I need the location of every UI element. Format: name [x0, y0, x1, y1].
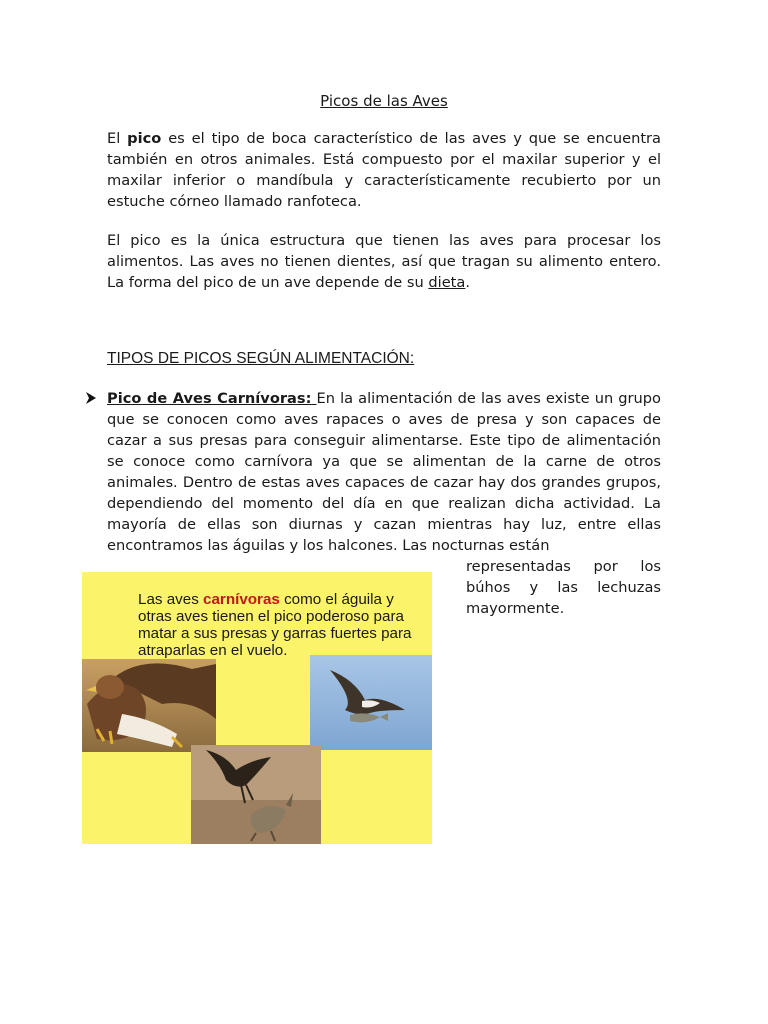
intro-p2-end: . — [465, 274, 470, 291]
bullet-wrap-text: representadas por los búhos y las lechuzas mayormente. — [466, 558, 661, 617]
eagle-hunting-photo — [191, 745, 321, 844]
carnivore-bullet-paragraph — [107, 388, 661, 556]
bullet-body: En la alimentación de las aves existe un grupo que se conocen como aves rapaces o aves de presa y son capaces de cazar a sus presas para conseguir alimentarse. Este tipo de alimentación se conoce como carnívora ya que se alimentan de la carne de otros animales. Dentro de estas aves capaces de cazar hay dos grandes grupos, dependiendo del momento del día en que realizan dicha actividad. La mayoría de ellas son diurnas y cazan mientras hay luz, entre ellas encontramos las águilas y los halcones. Las nocturnas están — [107, 390, 661, 554]
intro-rest: es el tipo de boca característico de las aves y que se encuentra también en otros animales. Está compuesto por el maxilar superior y el maxilar inferior o mandíbula y característicamente recubierto por un estuche córneo llamado ranfoteca. — [107, 130, 661, 210]
intro-paragraph-2 — [107, 230, 661, 293]
hawk-photo — [82, 659, 216, 752]
caption-post: como el águila y otras aves tienen el pico poderoso para matar a sus presas y garras fuertes para atraparlas en el vuelo. — [138, 591, 412, 659]
intro-p2-text: El pico es la única estructura que tienen las aves para procesar los alimentos. Las aves no tienen dientes, así que tragan su alimento entero. La forma del pico de un ave depende de su — [107, 232, 661, 291]
figure-caption — [138, 591, 428, 659]
carnivore-birds-figure — [82, 572, 432, 844]
caption-pre: Las aves — [138, 591, 204, 608]
document-title: Picos de las Aves — [320, 92, 448, 110]
bullet-title: Pico de Aves Carnívoras: — [107, 390, 312, 407]
osprey-photo — [310, 655, 432, 750]
arrow-bullet-icon — [84, 391, 98, 405]
intro-lead: El — [107, 130, 128, 147]
intro-bold-term: pico — [127, 130, 162, 147]
intro-paragraph-1 — [107, 128, 661, 212]
dieta-link[interactable]: dieta — [428, 274, 466, 291]
caption-highlight: carnívoras — [203, 591, 280, 608]
section-heading: TIPOS DE PICOS SEGÚN ALIMENTACIÓN: — [107, 350, 415, 367]
